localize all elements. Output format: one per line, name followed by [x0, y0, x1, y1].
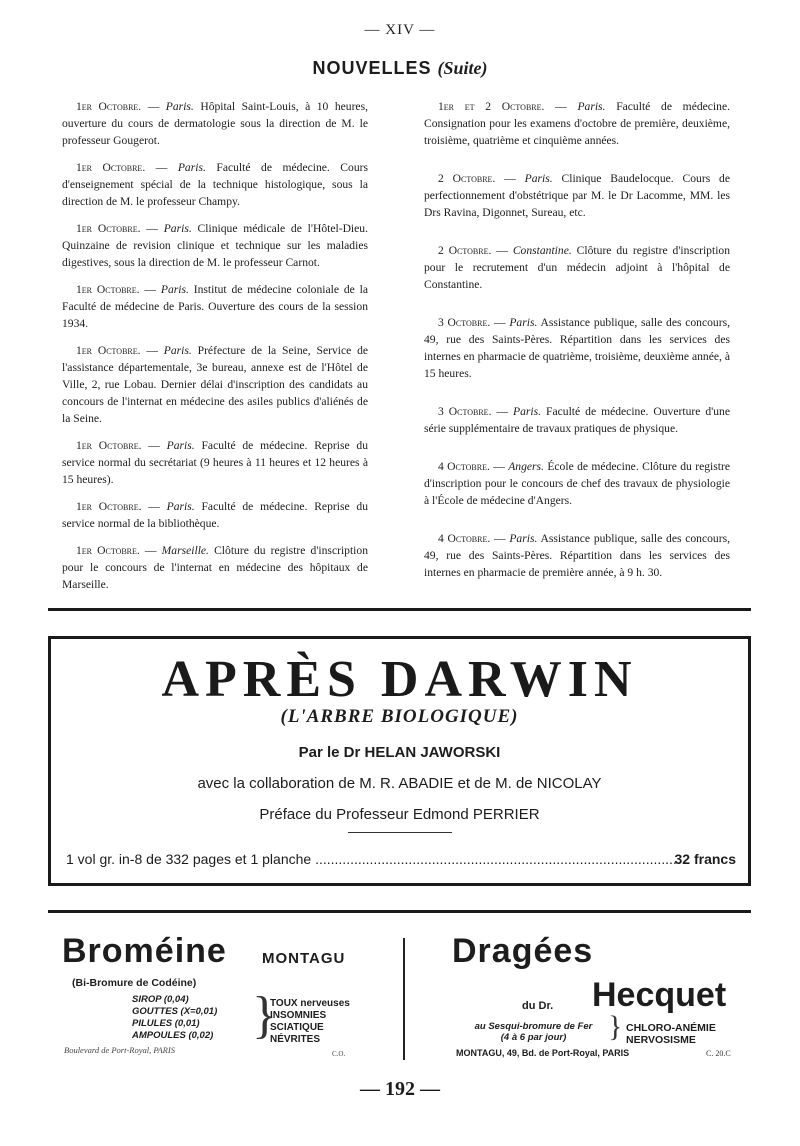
bromeine-dosage-forms	[132, 994, 217, 1042]
dot-leader: ..............................................................................................	[315, 851, 681, 867]
bromeine-form-item: PILULES (0,01)	[132, 1018, 200, 1029]
news-item: 1er Octobre. — Paris. Faculté de médecine. Reprise du service normal de la bibliothèque.	[62, 500, 368, 530]
news-place: Paris.	[163, 222, 192, 235]
ads-vertical-divider	[403, 938, 405, 1060]
news-text: Hôpital Saint-Louis, à 10 heures, ouverture du cours de dermatologie sous la direction de M. le professeur Gougerot.	[62, 100, 368, 147]
section-divider-bottom	[48, 910, 751, 913]
news-item: 3 Octobre. — Paris. Faculté de médecine. Ouverture d'une série supplémentaire de travaux pratiques de physique.	[424, 405, 730, 435]
section-divider-top	[48, 608, 751, 611]
news-text: Clinique médicale de l'Hôtel-Dieu. Quinzaine de revision clinique et technique sur les maladies digestives, sous la direction de M. le professeur Carnot.	[62, 222, 368, 269]
brace-icon: }	[608, 1010, 623, 1043]
news-text: Clôture du registre d'inscription pour le concours de l'internat en médecine des hôpitaux de Marseille.	[62, 544, 368, 591]
dragees-brand-name: Dragées	[452, 932, 594, 970]
hecquet-tag: C. 20.C	[706, 1049, 731, 1058]
news-item: 1er Octobre. — Paris. Faculté de médecine. Reprise du service normal du secrétariat (9 heures à 11 heures et 12 heures à 15 heures).	[62, 439, 368, 486]
news-text: Clinique Baudelocque. Cours de perfectionnement d'obstétrique par M. le Dr Lacomme, MM. les Drs Ravina, Digonnet, Sureau, etc.	[424, 172, 730, 219]
news-text: Faculté de médecine. Reprise du service normal de la bibliothèque.	[62, 500, 368, 530]
news-text: Faculté de médecine. Reprise du service normal du secrétariat (9 heures à 11 heures et 12 heures à 15 heures).	[62, 439, 368, 486]
news-place: Paris.	[513, 405, 542, 418]
bromeine-indication: INSOMNIES	[270, 1010, 327, 1021]
news-text: Faculté de médecine. Consignation pour les examens d'octobre de première, deuxième, troisième, quatrième et cinquième années.	[424, 100, 730, 147]
bromeine-address: Boulevard de Port-Royal, PARIS	[64, 1045, 175, 1055]
section-title-main: NOUVELLES	[312, 58, 432, 78]
news-item: 1er Octobre. — Paris. Préfecture de la Seine, Service de l'assistance départementale, 3e bureau, annexe est de l'Hôtel de Ville, 2, rue Lobau. Dernier délai d'inscription des candidats au concours de l'internat en médecine des asiles publics d'aliénés de la Seine.	[62, 344, 369, 425]
section-title	[0, 58, 800, 79]
hecquet-composition	[456, 1021, 611, 1043]
news-text: Assistance publique, salle des concours, 49, rue des Saints-Pères. Répartition dans les services des internes en pharmacie de première année, à 9 h. 30.	[424, 532, 730, 579]
news-item: 2 Octobre. — Paris. Clinique Baudelocque. Cours de perfectionnement d'obstétrique par M. le Dr Lacomme, MM. les Drs Ravina, Digonnet, Sureau, etc.	[424, 172, 730, 219]
hecquet-prefix: du Dr.	[522, 1000, 554, 1012]
bromeine-indications	[270, 998, 350, 1046]
bromeine-indication: SCIATIQUE	[270, 1022, 324, 1033]
news-date: 1er Octobre.	[76, 344, 141, 357]
news-place: Paris.	[165, 100, 194, 113]
hecquet-composition-line: (4 à 6 par jour)	[500, 1032, 567, 1043]
news-text: Faculté de médecine. Ouverture d'une série supplémentaire de travaux pratiques de physique.	[424, 405, 730, 435]
news-text: Institut de médecine coloniale de la Faculté de médecine de Paris. Ouverture des cours de la session 1934.	[62, 283, 369, 330]
news-item: 1er Octobre. — Paris. Clinique médicale de l'Hôtel-Dieu. Quinzaine de revision clinique et technique sur les maladies digestives, sous la direction de M. le professeur Carnot.	[62, 222, 368, 269]
hecquet-indication: CHLORO-ANÉMIE	[626, 1022, 716, 1034]
news-date: 1er et 2 Octobre.	[438, 100, 545, 113]
hecquet-indication: NERVOSISME	[626, 1034, 696, 1046]
bromeine-tag: C.O.	[332, 1050, 346, 1058]
bromeine-indication: NÉVRITES	[270, 1034, 321, 1045]
news-item: 1er Octobre. — Paris. Institut de médecine coloniale de la Faculté de médecine de Paris. Ouverture des cours de la session 1934.	[62, 283, 369, 330]
news-place: Marseille.	[161, 544, 209, 557]
hecquet-surname: Hecquet	[592, 976, 727, 1014]
section-title-suffix: (Suite)	[437, 58, 488, 78]
news-text: Assistance publique, salle des concours, 49, rue des Saints-Pères. Répartition dans les services des internes en pharmacie de quatrième, troisième, deuxième année, à 15 heures.	[424, 316, 730, 380]
news-item: 4 Octobre. — Paris. Assistance publique, salle des concours, 49, rue des Saints-Pères. Répartition dans les services des internes en pharmacie de première année, à 9 h. 30.	[424, 532, 730, 579]
book-description	[66, 851, 681, 867]
news-date: 1er Octobre.	[76, 439, 142, 452]
news-place: Paris.	[509, 316, 538, 329]
page-number: — 192 —	[360, 1078, 440, 1100]
news-place: Paris.	[166, 439, 195, 452]
brace-icon: }	[252, 987, 277, 1044]
news-item: 1er et 2 Octobre. — Paris. Faculté de médecine. Consignation pour les examens d'octobre de première, deuxième, troisième, quatrième et cinquième années.	[424, 100, 730, 147]
news-column-left	[62, 98, 368, 603]
news-item: 2 Octobre. — Constantine. Clôture du registre d'inscription pour le recrutement d'un médecin adjoint à l'hôpital de Constantine.	[424, 244, 731, 291]
news-place: Paris.	[177, 161, 206, 174]
bromeine-indication: TOUX nerveuses	[270, 998, 350, 1009]
news-text: Faculté de médecine. Cours d'enseignement spécial de la technique histologique, sous la direction de M. le professeur Champy.	[62, 161, 369, 208]
news-place: Paris.	[577, 100, 606, 113]
news-date: 1er Octobre.	[76, 222, 141, 235]
news-date: 4 Octobre.	[438, 532, 491, 545]
news-place: Paris.	[509, 532, 538, 545]
news-column-right	[424, 98, 730, 602]
book-collaboration: avec la collaboration de M. R. ABADIE et de M. de NICOLAY	[197, 775, 602, 792]
news-date: 1er Octobre.	[76, 544, 140, 557]
book-separator	[348, 832, 452, 833]
page-number-roman: — XIV —	[364, 22, 436, 38]
book-subtitle: (L'ARBRE BIOLOGIQUE)	[280, 706, 519, 727]
bromeine-maker: MONTAGU	[262, 950, 346, 967]
news-place: Paris.	[524, 172, 553, 185]
news-text: École de médecine. Clôture du registre d'inscription pour le concours de chef des travaux de physiologie à l'École de médecine d'Angers.	[424, 460, 730, 507]
news-text: Préfecture de la Seine, Service de l'assistance départementale, 3e bureau, annexe est de l'Hôtel de Ville, 2, rue Lobau. Dernier délai d'inscription des candidats au concours de l'internat en médecine des asiles publics d'aliénés de la Seine.	[62, 344, 369, 425]
bromeine-form-item: AMPOULES (0,02)	[132, 1030, 214, 1041]
hecquet-indications	[626, 1022, 716, 1046]
news-date: 3 Octobre.	[438, 405, 492, 418]
news-date: 2 Octobre.	[438, 172, 496, 185]
news-date: 1er Octobre.	[76, 161, 146, 174]
news-item: 4 Octobre. — Angers. École de médecine. Clôture du registre d'inscription pour le concours de chef des travaux de physiologie à l'École de médecine d'Angers.	[424, 460, 730, 507]
bromeine-form-item: SIROP (0,04)	[132, 994, 189, 1005]
news-place: Paris.	[163, 344, 192, 357]
hecquet-address: MONTAGU, 49, Bd. de Port-Royal, PARIS	[456, 1048, 630, 1058]
bromeine-form-item: GOUTTES (X=0,01)	[132, 1006, 218, 1017]
book-author: Par le Dr HELAN JAWORSKI	[298, 744, 501, 761]
news-date: 1er Octobre.	[76, 283, 140, 296]
news-place: Constantine.	[512, 244, 572, 257]
news-place: Paris.	[160, 283, 189, 296]
book-price: 32 francs	[674, 851, 736, 867]
news-item: 3 Octobre. — Paris. Assistance publique, salle des concours, 49, rue des Saints-Pères. Répartition dans les services des internes en pharmacie de quatrième, troisième, deuxième année, à 15 heures.	[424, 316, 730, 380]
hecquet-composition-line: au Sesqui-bromure de Fer	[474, 1021, 593, 1032]
news-date: 3 Octobre.	[438, 316, 491, 329]
news-date: 4 Octobre.	[438, 460, 490, 473]
news-date: 1er Octobre.	[76, 100, 142, 113]
book-preface: Préface du Professeur Edmond PERRIER	[259, 806, 540, 823]
news-item: 1er Octobre. — Paris. Hôpital Saint-Louis, à 10 heures, ouverture du cours de dermatologie sous la direction de M. le professeur Gougerot.	[62, 100, 368, 147]
news-item: 1er Octobre. — Marseille. Clôture du registre d'inscription pour le concours de l'internat en médecine des hôpitaux de Marseille.	[62, 544, 368, 591]
news-place: Paris.	[166, 500, 195, 513]
news-date: 1er Octobre.	[76, 500, 142, 513]
news-place: Angers.	[508, 460, 544, 473]
book-title: APRÈS DARWIN	[161, 651, 638, 708]
news-item: 1er Octobre. — Paris. Faculté de médecine. Cours d'enseignement spécial de la technique histologique, sous la direction de M. le professeur Champy.	[62, 161, 369, 208]
bromeine-brand-name: Broméine	[62, 932, 227, 970]
book-format: 1 vol gr. in-8 de 332 pages et 1 planche	[66, 851, 312, 867]
bromeine-subtitle: (Bi-Bromure de Codéine)	[72, 977, 197, 989]
news-text: Clôture du registre d'inscription pour le recrutement d'un médecin adjoint à l'hôpital de Constantine.	[424, 244, 731, 291]
news-date: 2 Octobre.	[438, 244, 492, 257]
